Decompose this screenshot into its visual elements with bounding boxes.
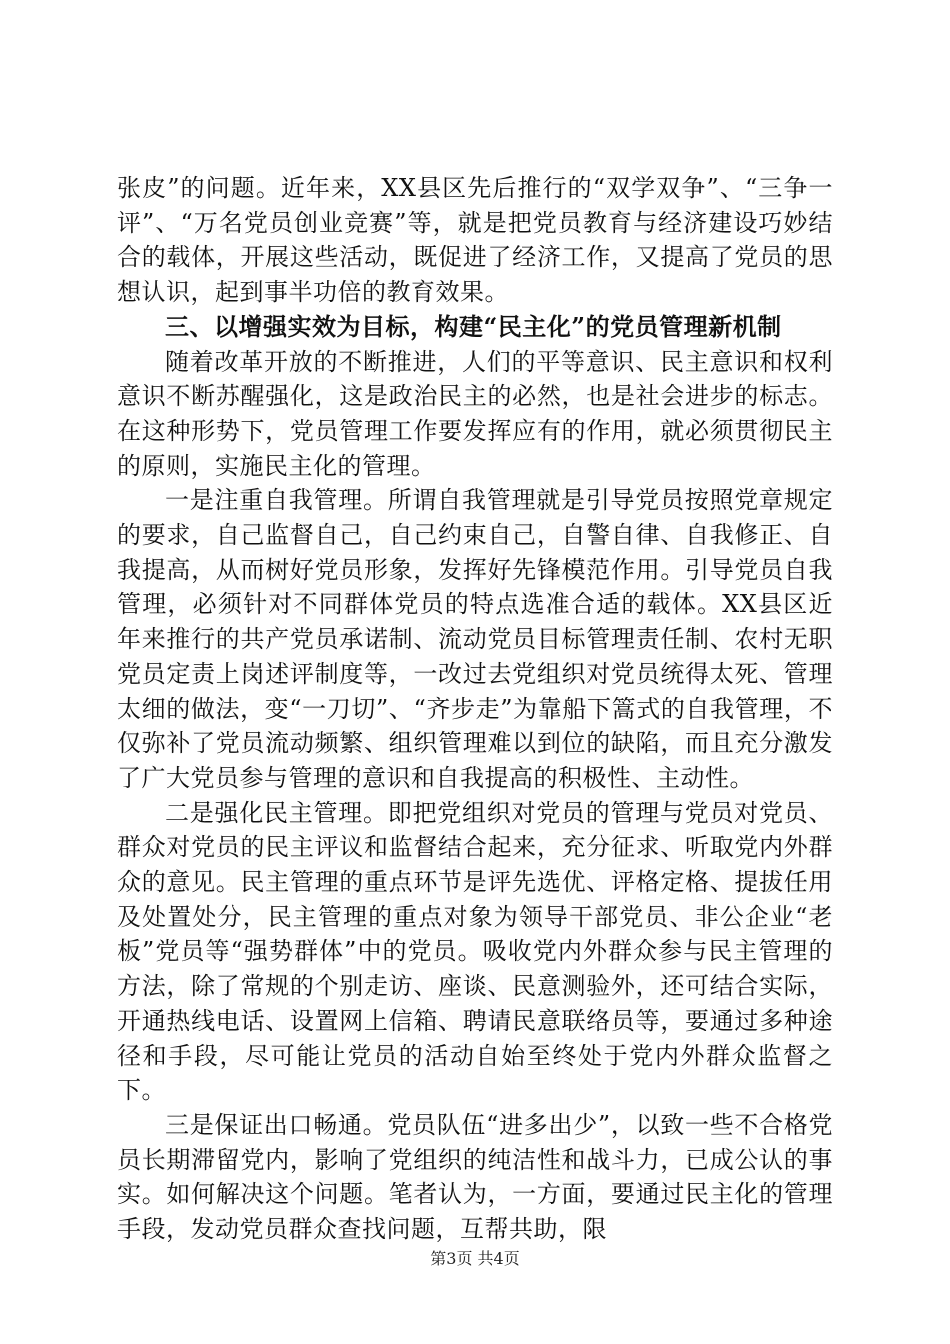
page-footer — [0, 1249, 950, 1269]
document-body — [117, 171, 833, 1247]
page-number-label: 第3页 共4页 — [430, 1249, 520, 1268]
paragraph-self-management: 一是注重自我管理。所谓自我管理就是引导党员按照党章规定的要求，自己监督自己，自己约束自己，自警自律、自我修正、自我提高，从而树好党员形象，发挥好先锋模范作用。引导党员自我管理，必须针对不同群体党员的特点选准合适的载体。XX县区近年来推行的共产党员承诺制、流动党员目标管理责任制、农村无职党员定责上岗述评制度等，一改过去党组织对党员统得太死、管理太细的做法，变“一刀切”、“齐步走”为靠船下篙式的自我管理，不仅弥补了党员流动频繁、组织管理难以到位的缺陷，而且充分激发了广大党员参与管理的意识和自我提高的积极性、主动性。 — [117, 486, 833, 792]
paragraph-exit-channel: 三是保证出口畅通。党员队伍“进多出少”，以致一些不合格党员长期滞留党内，影响了党组织的纯洁性和战斗力，已成公认的事实。如何解决这个问题。笔者认为，一方面，要通过民主化的管理手段，发动党员群众查找问题，互帮共助，限 — [117, 1110, 833, 1244]
section-heading-3: 三、以增强实效为目标，构建“民主化”的党员管理新机制 — [165, 311, 782, 341]
paragraph-1: 张皮”的问题。近年来，XX县区先后推行的“双学双争”、“三争一评”、“万名党员创业竞赛”等，就是把党员教育与经济建设巧妙结合的载体，开展这些活动，既促进了经济工作，又提高了党员的思想认识，起到事半功倍的教育效果。 — [117, 174, 833, 307]
paragraph-2: 随着改革开放的不断推进，人们的平等意识、民主意识和权利意识不断苏醒强化，这是政治民主的必然，也是社会进步的标志。在这种形势下，党员管理工作要发挥应有的作用，就必须贯彻民主的原则，实施民主化的管理。 — [117, 347, 833, 480]
paragraph-democratic-management: 二是强化民主管理。即把党组织对党员的管理与党员对党员、群众对党员的民主评议和监督结合起来，充分征求、听取党内外群众的意见。民主管理的重点环节是评先选优、评格定格、提拔任用及处置处分，民主管理的重点对象为领导干部党员、非公企业“老板”党员等“强势群体”中的党员。吸收党内外群众参与民主管理的方法，除了常规的个别走访、座谈、民意测验外，还可结合实际，开通热线电话、设置网上信箱、聘请民意联络员等，要通过多种途径和手段，尽可能让党员的活动自始至终处于党内外群众监督之下。 — [117, 798, 833, 1105]
